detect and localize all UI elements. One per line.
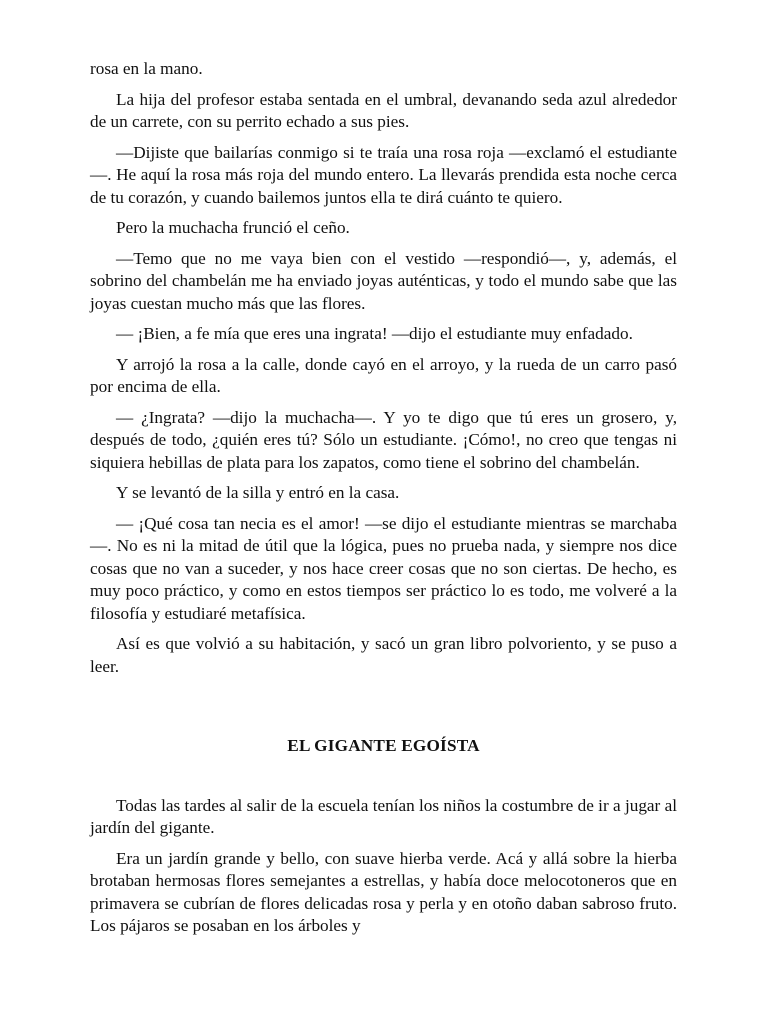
paragraph: —Dijiste que bailarías conmigo si te traía una rosa roja —exclamó el estudiante—. He aquí la rosa más roja del mundo entero. La llevarás prendida esta noche cerca de tu corazón, y cuando bailemos juntos ella te dirá cuánto te quiero. bbox=[90, 142, 677, 207]
paragraph: — ¡Qué cosa tan necia es el amor! —se dijo el estudiante mientras se marchaba—. No es ni la mitad de útil que la lógica, pues no prueba nada, y siempre nos dice cosas que no van a suceder, y nos hace creer cosas que no son ciertas. De hecho, es muy poco práctico, y como en estos tiempos ser práctico lo es todo, me volveré a la filosofía y estudiaré metafísica. bbox=[90, 513, 677, 623]
paragraph: Y arrojó la rosa a la calle, donde cayó en el arroyo, y la rueda de un carro pasó por encima de ella. bbox=[90, 354, 677, 396]
paragraph: — ¡Bien, a fe mía que eres una ingrata! —dijo el estudiante muy enfadado. bbox=[116, 324, 633, 343]
paragraph: La hija del profesor estaba sentada en el umbral, devanando seda azul alrededor de un carrete, con su perrito echado a sus pies. bbox=[90, 89, 677, 131]
paragraph: Y se levantó de la silla y entró en la casa. bbox=[116, 483, 400, 502]
paragraph: — ¿Ingrata? —dijo la muchacha—. Y yo te digo que tú eres un grosero, y, después de todo, ¿quién eres tú? Sólo un estudiante. ¡Cómo!, no creo que tengas ni siquiera hebillas de plata para los zapatos, como tiene el sobrino del chambelán. bbox=[90, 407, 677, 472]
paragraph: —Temo que no me vaya bien con el vestido —respondió—, y, además, el sobrino del chambelán me ha enviado joyas auténticas, y todo el mundo sabe que las joyas cuestan mucho más que las flores. bbox=[90, 248, 677, 313]
document-page bbox=[90, 58, 677, 946]
paragraph: Pero la muchacha frunció el ceño. bbox=[116, 218, 350, 237]
paragraph: Así es que volvió a su habitación, y sacó un gran libro polvoriento, y se puso a leer. bbox=[90, 634, 677, 676]
paragraph: Todas las tardes al salir de la escuela tenían los niños la costumbre de ir a jugar al jardín del gigante. bbox=[90, 795, 677, 837]
chapter-heading: EL GIGANTE EGOÍSTA bbox=[287, 736, 480, 755]
paragraph-continuation: rosa en la mano. bbox=[90, 59, 203, 78]
paragraph: Era un jardín grande y bello, con suave hierba verde. Acá y allá sobre la hierba brotaban hermosas flores semejantes a estrellas, y había doce melocotoneros que en primavera se cubrían de flores delicadas rosa y perla y en otoño daban sabroso fruto. Los pájaros se posaban en los árboles y bbox=[90, 848, 677, 935]
